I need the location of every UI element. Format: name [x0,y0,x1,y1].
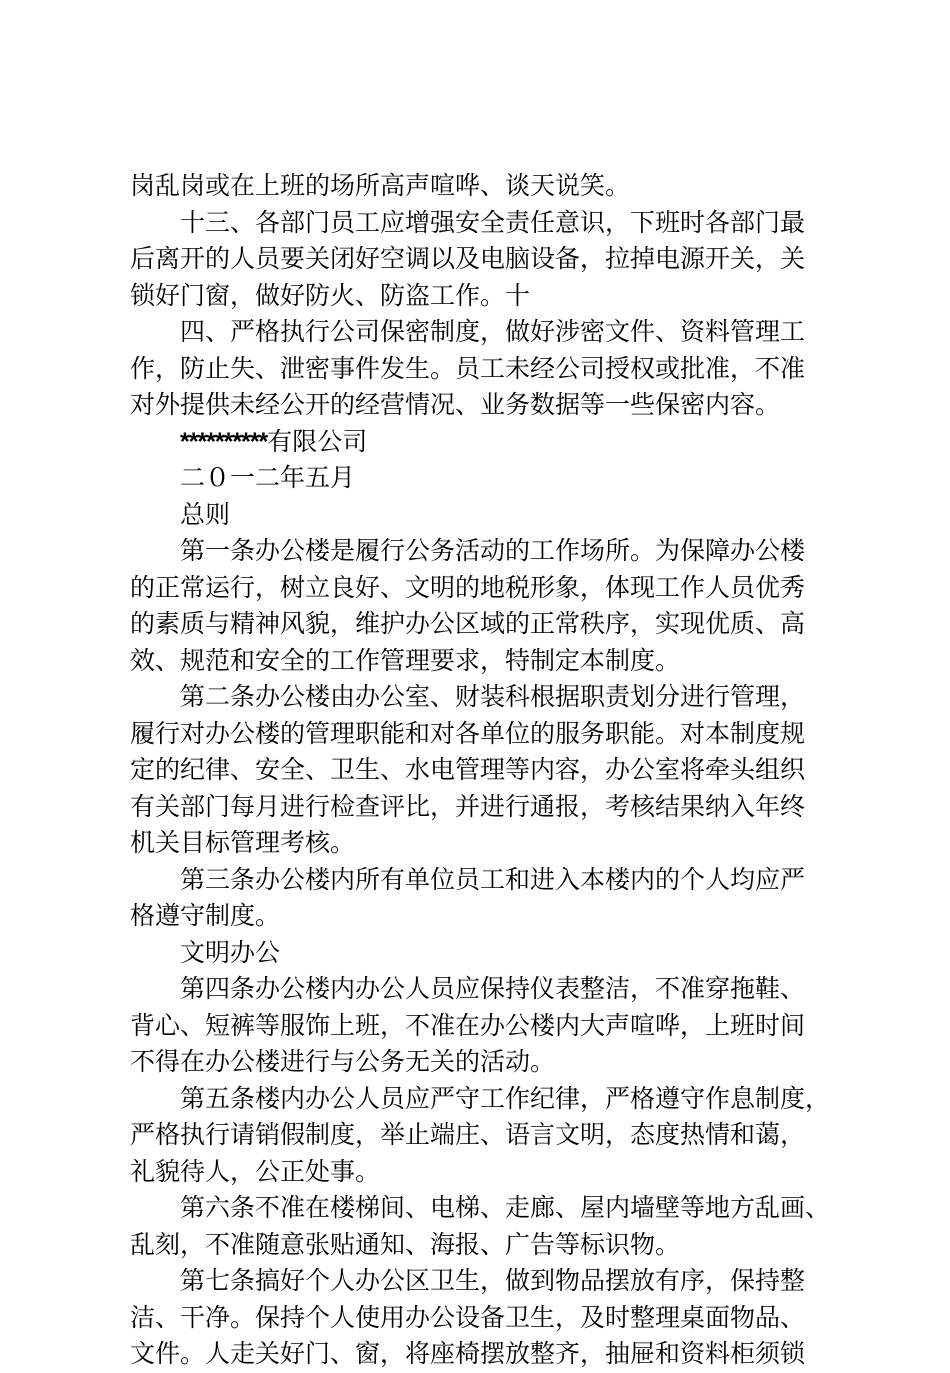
text-line: 锁好门窗，做好防火、防盗工作。十 [130,280,531,310]
text-line: 对外提供未经公开的经营情况、业务数据等一些保密内容。 [130,390,781,419]
text-line: 礼貌待人，公正处事。 [130,1156,381,1186]
text-line: 二０一二年五月 [180,463,356,492]
text-line: 作，防止失、泄密事件发生。员工未经公司授权或批准，不准 [130,353,806,383]
text-line [130,424,835,461]
text-line: 岗乱岗或在上班的场所高声喧哗、谈天说笑。 [130,171,631,200]
text-line: 乱刻，不准随意张贴通知、海报、广告等标识物。 [130,1229,681,1259]
text-line: 的素质与精神风貌，维护办公区域的正常秩序，实现优质、高 [130,609,806,638]
text-line: 文明办公 [180,937,281,967]
text-line: 履行对办公楼的管理职能和对各单位的服务职能。对本制度规 [130,718,806,748]
text-line: 定的纪律、安全、卫生、水电管理等内容，办公室将牵头组织 [130,755,806,784]
text-line: 文件。人走关好门、窗，将座椅摆放整齐，抽屉和资料柜须锁 [130,1339,806,1368]
document-body [130,168,835,1373]
text-line: 第五条楼内办公人员应严守工作纪律，严格遵守作息制度， [180,1083,831,1113]
text-line: 十三、各部门员工应增强安全责任意识，下班时各部门最 [180,207,806,237]
text-line: 有关部门每月进行检查评比，并进行通报，考核结果纳入年终 [130,791,806,821]
text-line: 第三条办公楼内所有单位员工和进入本楼内的个人均应严 [180,864,806,894]
text-line: 四、严格执行公司保密制度，做好涉密文件、资料管理工 [180,317,806,346]
text-line: 的正常运行，树立良好、文明的地税形象，体现工作人员优秀 [130,572,806,602]
text-line: 总则 [180,499,231,529]
company-name-mask: ********** [180,427,268,456]
text-line: 第一条办公楼是履行公务活动的工作场所。为保障办公楼 [180,536,806,565]
text-line: 第六条不准在楼梯间、电梯、走廊、屋内墙壁等地方乱画、 [180,1193,831,1222]
text-line: 第七条搞好个人办公区卫生，做到物品摆放有序，保持整 [180,1266,806,1295]
text-line: 格遵守制度。 [130,901,281,930]
text-line: 机关目标管理考核。 [130,828,356,857]
text-line: 洁、干净。保持个人使用办公设备卫生，及时整理桌面物品、 [130,1302,806,1332]
company-name-suffix: 有限公司 [267,426,368,456]
text-line: 背心、短裤等服饰上班，不准在办公楼内大声喧哗，上班时间 [130,1010,806,1040]
text-line: 效、规范和安全的工作管理要求，特制定本制度。 [130,645,681,675]
text-line: 第二条办公楼由办公室、财装科根据职责划分进行管理， [180,682,806,711]
text-line: 后离开的人员要关闭好空调以及电脑设备，拉掉电源开关，关 [130,244,806,273]
text-line: 第四条办公楼内办公人员应保持仪表整洁，不准穿拖鞋、 [180,974,806,1003]
text-line: 严格执行请销假制度，举止端庄、语言文明，态度热情和蔼， [130,1120,806,1149]
text-line: 不得在办公楼进行与公务无关的活动。 [130,1047,556,1076]
